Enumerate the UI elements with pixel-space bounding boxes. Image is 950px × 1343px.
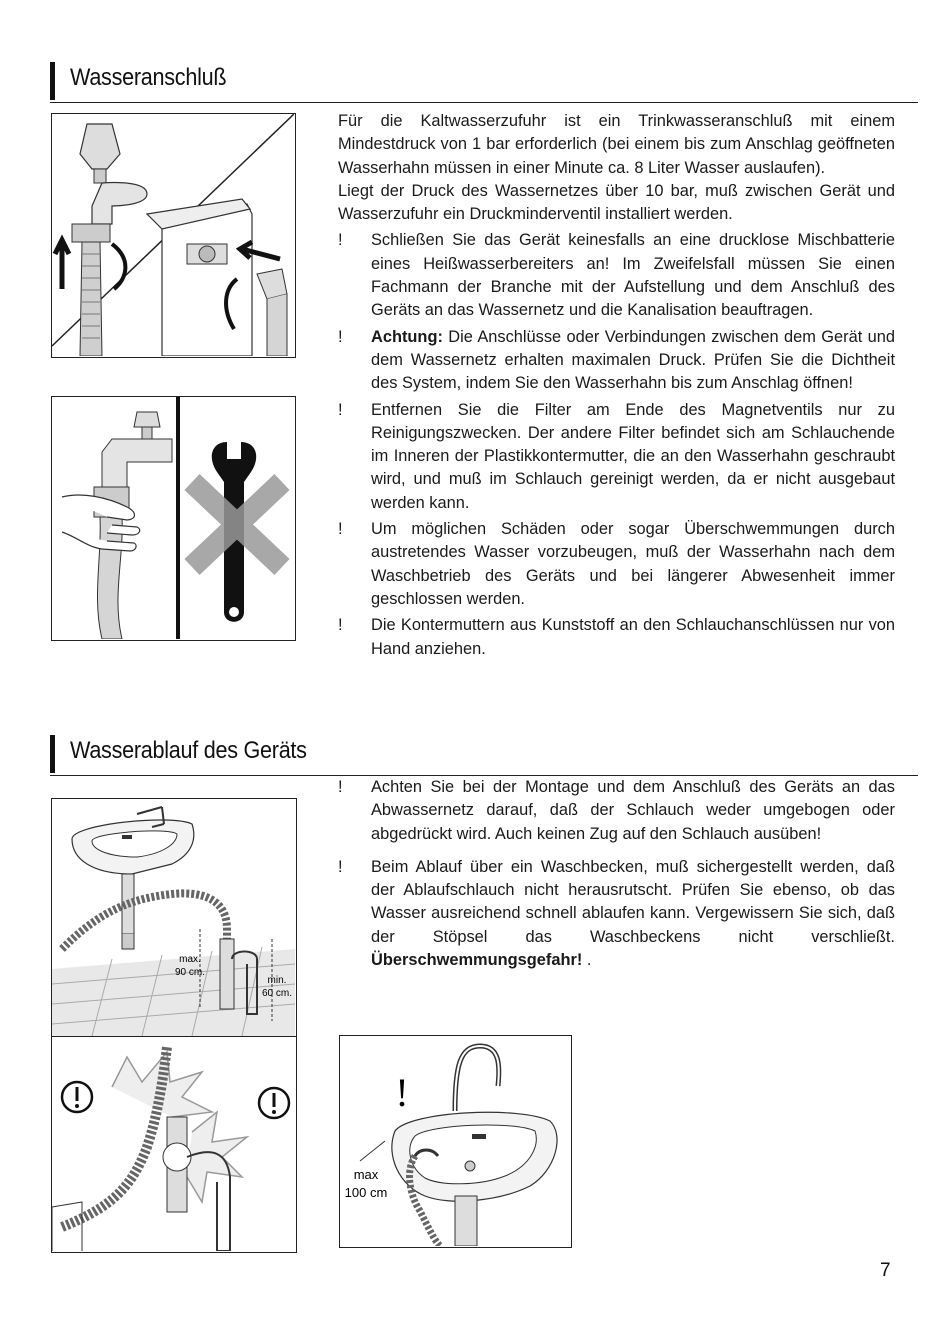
note-item	[338, 518, 895, 611]
siphon-max-value: 90 cm.	[174, 967, 206, 978]
note-bold-label: Achtung:	[371, 327, 443, 346]
note-text: Die Kontermuttern aus Kunststoff an den Schlauchanschlüssen nur von Hand anziehen.	[371, 616, 895, 658]
intro-paragraph-2: Liegt der Druck des Wassernetzes über 10 bar, muß zwischen Gerät und Wasserzufuhr ein Druckminderventil installiert werden.	[338, 181, 895, 224]
note-item	[338, 326, 895, 396]
note-tail: .	[582, 951, 592, 970]
note-text: Um möglichen Schäden oder sogar Überschwemmungen durch austretendes Wasser vorzubeugen, muß der Wasserhahn nach dem Waschbetrieb des Geräts und bei längerer Abwesenheit immer geschlossen werden.	[371, 520, 895, 608]
figure-tap-connection	[51, 113, 296, 358]
note-item	[338, 856, 895, 972]
section-heading-wasserablauf	[50, 735, 918, 776]
heading-bar	[50, 62, 55, 100]
note-item	[338, 614, 895, 661]
note-text: Achten Sie bei der Montage und dem Anschluß des Geräts an das Abwassernetz darauf, daß der Schlauch weder umgebogen oder abgedrückt wird. Auch keinen Zug auf den Schlauch ausüben!	[371, 778, 895, 843]
section-heading-wasseranschluss	[50, 62, 918, 103]
warning-mark: !	[338, 616, 343, 635]
figure-basin-drain	[339, 1035, 572, 1248]
siphon-min-label: min.	[267, 975, 287, 986]
note-item	[338, 229, 895, 322]
warning-mark: !	[338, 778, 343, 796]
warning-mark: !	[338, 857, 343, 876]
figure-hand-tighten	[51, 396, 296, 641]
heading-bar	[50, 735, 55, 773]
warning-mark: !	[338, 520, 343, 539]
note-text: Entfernen Sie die Filter am Ende des Magnetventils nur zu Reinigungszwecken. Der andere Filter befindet sich am Schlauchende im Inneren der Plastikkontermutter, die an den Wasserhahn geschraubt wird, und muß im Schlauch gereinigt werden, da er nicht ausgebaut werden kann.	[371, 400, 895, 512]
note-text: Beim Ablauf über ein Waschbecken, muß sichergestellt werden, daß der Ablaufschlauch nicht herausrutscht. Prüfen Sie ebenso, ob das Wasser ausreichend schnell ablaufen kann. Vergewissern Sie sich, daß der Stöpsel das Waschbeckens nicht verschließt.	[371, 857, 895, 946]
note-item	[338, 776, 895, 846]
basin-max-value: 100 cm	[344, 1185, 388, 1200]
section2-text	[338, 776, 895, 975]
warning-mark: !	[338, 327, 343, 346]
figure-kinked-hose	[51, 1036, 297, 1253]
page-number: 7	[880, 1260, 891, 1281]
figure-siphon-drain	[51, 798, 297, 1038]
note-text: Schließen Sie das Gerät keinesfalls an eine drucklose Mischbatterie eines Heißwasserbereiters an! Im Zweifelsfall müssen Sie einen Fachmann der Branche mit der Aufstellung und dem Anschluß des Geräts an das Wassernetz und die Kanalisation beauftragen.	[371, 231, 895, 320]
note-item	[338, 399, 895, 515]
warning-mark: !	[338, 400, 343, 419]
basin-max-label: max	[353, 1167, 379, 1182]
note-text: Die Anschlüsse oder Verbindungen zwischen dem Gerät und dem Wassernetz erhalten maximalen Druck. Prüfen Sie die Dichtheit des System, indem Sie den Wasserhahn bis zum Anschlag öffnen!	[371, 327, 895, 393]
siphon-min-value: 60 cm.	[261, 988, 293, 999]
warning-mark: !	[338, 231, 343, 250]
note-bold-warning: Überschwemmungsgefahr!	[371, 951, 583, 970]
section1-text	[338, 110, 895, 664]
section-title: Wasserablauf des Geräts	[70, 737, 307, 764]
siphon-max-label: max.	[179, 954, 201, 965]
basin-warning-mark: !	[395, 1070, 409, 1115]
section-title: Wasseranschluß	[70, 64, 227, 91]
intro-paragraph-1: Für die Kaltwasserzufuhr ist ein Trinkwasseranschluß mit einem Mindestdruck von 1 bar erforderlich (bei einem bis zum Anschlag geöffneten Wasserhahn müssen in einer Minute ca. 8 Liter Wasser auslaufen).	[338, 112, 895, 177]
